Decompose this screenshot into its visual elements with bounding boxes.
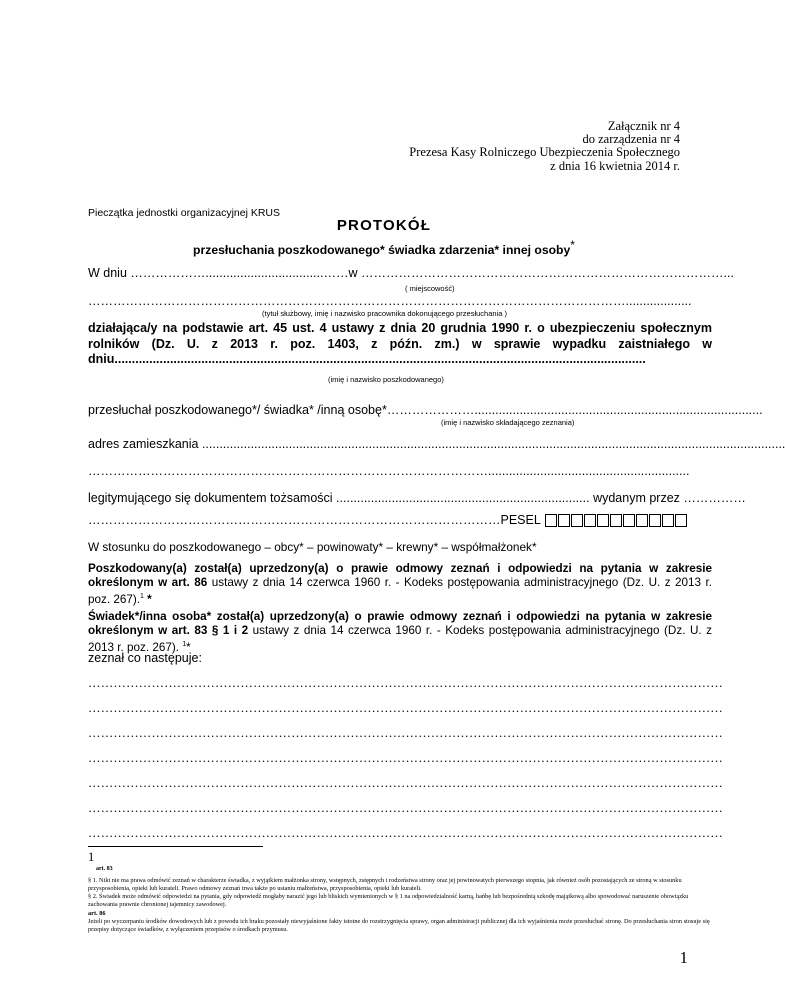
pesel-label: ………………………………………………………………………………………PESEL [88,513,541,527]
pesel-boxes[interactable] [545,514,687,527]
pesel-digit-box[interactable] [584,514,596,527]
address-label: adres zamieszkania [88,437,199,451]
witness-warning [88,610,712,655]
testimony-line[interactable]: …………………………………………………………………………………………………………………………………… [88,751,723,765]
document-subtitle [0,238,768,257]
document-title: PROTOKÓŁ [336,217,432,234]
injured-warning-bold: Poszkodowany(a) został(a) uprzedzony(a) o prawie odmowy zeznań i odpowiedzi na pytania w zakresie określonym w art. 86 [88,562,712,589]
interviewed-dots[interactable]: …………………................................................................................... [386,403,763,417]
subtitle-text: przesłuchania poszkodowanego* świadka zdarzenia* innej osoby [193,243,571,258]
footnote-ref-1: 1 [139,593,144,600]
testimony-line[interactable]: …………………………………………………………………………………………………………………………………… [88,801,723,815]
testimony-line[interactable]: …………………………………………………………………………………………………………………………………… [88,676,723,690]
footnote-separator [88,846,263,847]
annex-line-4: z dnia 16 kwietnia 2014 r. [550,158,680,173]
interviewed-line[interactable] [88,403,763,417]
annex-header [409,120,680,173]
testimony-label: zeznał co następuje: [88,651,202,665]
pesel-digit-box[interactable] [649,514,661,527]
relation-line: W stosunku do poszkodowanego – obcy* – powinowaty* – krewny* – współmałżonek* [88,540,537,554]
pesel-line [88,513,687,527]
official-field[interactable]: …………………………………………………………………………………………………………………................... [88,294,692,308]
footnote-art86-title: art. 86 [88,910,106,917]
testimony-line[interactable]: …………………………………………………………………………………………………………………………………… [88,701,723,715]
injured-caption: (imię i nazwisko poszkodowanego) [328,375,444,384]
issued-dots[interactable]: …………… [683,491,746,505]
address-dots[interactable]: ........................................................................................................................................................................ [201,437,785,451]
injured-warning-normal: ustawy z dnia 14 czerwca 1960 r. - Kodeks postępowania administracyjnego (Dz. U. z 2013 r. poz. 267). [88,576,712,606]
annex-line-2: do zarządzenia nr 4 [582,132,680,147]
annex-line-1: Załącznik nr 4 [607,119,680,133]
witness-warning-bold: Świadek*/inna osoba* został(a) uprzedzony(a) o prawie odmowy zeznań i odpowiedzi na pytania w zakresie określonym w art. 83 § 1 i 2 [88,610,712,637]
footnote-art86-p: Jeżeli po wyczerpaniu środków dowodowych lub z powodu ich braku pozostały niewyjaśnione fakty istotne do rozstrzygnięcia sprawy, organ administracji publicznej dla ich wyjaśnienia może przesłuchać stronę. Do przesłuchania stron stosuje się przepisy dotyczące świadków, z wyłączeniem przepisów o środkach przymusu. [88,918,710,934]
date-place-line[interactable] [88,266,734,280]
footnote-art83-p1: § 1. Nikt nie ma prawa odmówić zeznań w charakterze świadka, z wyjątkiem małżonka strony, wstępnych, zstępnych i rodzeństwa strony oraz jej powinowatych pierwszego stopnia, jak również osób pozostających ze stroną w stosunku przysposobienia, opieki lub kurateli. Prawo odmowy zeznań trwa także po ustaniu małżeństwa, przysposobienia, opieki lub kurateli. [88,877,682,893]
testimony-line[interactable]: …………………………………………………………………………………………………………………………………… [88,826,723,840]
testimony-line[interactable]: …………………………………………………………………………………………………………………………………… [88,726,723,740]
injured-warning-tail: * [143,592,152,606]
place-dots[interactable]: ……………………………………………………………………………... [361,266,734,280]
interviewed-text: przesłuchał poszkodowanego*/ świadka* /inną osobę* [88,403,387,417]
pesel-digit-box[interactable] [571,514,583,527]
pesel-digit-box[interactable] [623,514,635,527]
date-prefix: W dniu [88,266,127,280]
pesel-digit-box[interactable] [597,514,609,527]
footnote-ref-2: 1 [182,641,187,648]
id-doc-dots[interactable]: ......................................................................... [336,491,590,505]
stamp-label: Pieczątka jednostki organizacyjnej KRUS [88,207,281,219]
legal-basis: działająca/y na podstawie art. 45 ust. 4 ustawy z dnia 20 grudnia 1990 r. o ubezpieczeniu społecznym rolników (Dz. U. z 2013 r. poz. 1403, z późn. zm.) w sprawie wypadku zaistniałego w dniu......................................................................................................................................................... [88,321,712,366]
injured-warning [88,562,712,607]
id-document-line[interactable] [88,491,746,505]
date-mid: w [348,266,358,280]
footnote-mark: 1 [88,850,95,864]
issued-label: wydanym przez [593,491,680,505]
address-line[interactable] [88,437,785,451]
pesel-digit-box[interactable] [675,514,687,527]
pesel-digit-box[interactable] [610,514,622,527]
witness-caption: (imię i nazwisko składającego zeznania) [441,418,575,427]
pesel-digit-box[interactable] [558,514,570,527]
witness-warning-normal: ustawy z dnia 14 czerwca 1960 r. - Kodeks postępowania administracyjnego (Dz. U. z 2013 r. poz. 267). [88,624,712,654]
annex-line-3: Prezesa Kasy Rolniczego Ubezpieczenia Społecznego [409,145,680,160]
id-doc-label: legitymującego się dokumentem tożsamości [88,491,333,505]
subtitle-mark: * [570,238,575,252]
pesel-digit-box[interactable] [545,514,557,527]
official-caption: (tytuł służbowy, imię i nazwisko pracownika dokonującego przesłuchania ) [262,309,507,318]
place-caption: ( miejscowość) [405,284,455,293]
testimony-line[interactable]: …………………………………………………………………………………………………………………………………… [88,776,723,790]
footnote-art83-title: art. 83 [96,866,113,872]
date-dots[interactable]: ………………..................................…… [130,266,349,280]
pesel-digit-box[interactable] [662,514,674,527]
pesel-digit-box[interactable] [636,514,648,527]
witness-warning-tail: * [186,640,191,654]
footnote-art83-p2: § 2. Świadek może odmówić odpowiedzi na pytania, gdy odpowiedź mogłaby narazić jego lub bliskich wymienionych w § 1 na odpowiedzialność karną, hańbę lub bezpośrednią szkodę majątkową albo spowodować naruszenie obowiązku zachowania prawnie chronionej tajemnicy zawodowej. [88,893,689,909]
page-number: 1 [679,948,688,967]
address-line-2[interactable]: …………………………………………………………………………………….......................................................... [88,464,690,478]
